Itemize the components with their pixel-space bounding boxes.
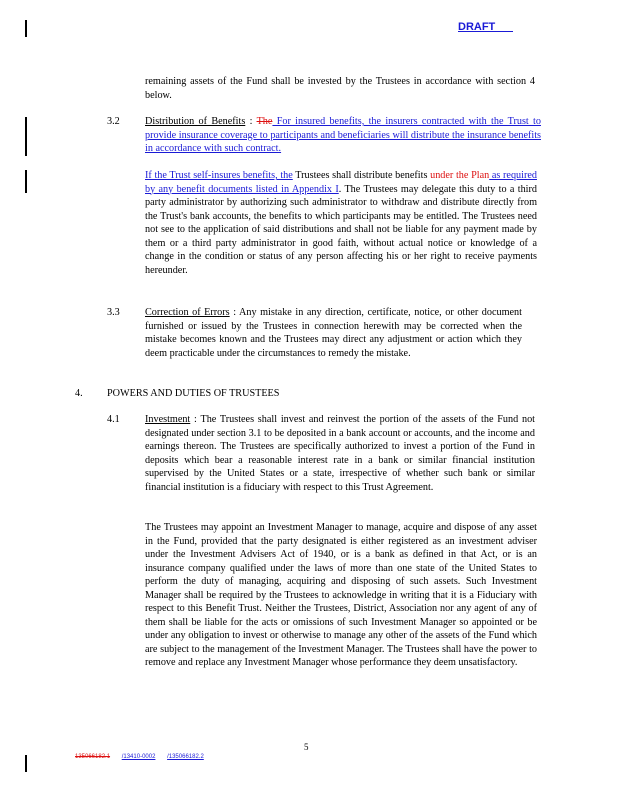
deleted-doc-id: 135066182.1 xyxy=(75,754,111,760)
section-title: Distribution of Benefits xyxy=(145,116,246,127)
page-number: 5 xyxy=(304,742,309,752)
document-footer xyxy=(75,754,204,760)
section-3-2-paragraph-b: If the Trust self-insures benefits, the Trustees shall distribute benefits under the Plan as required by any benefit documents listed in Appendix I. The Trustees may delegate this duty to a third party administrator by authorizing such administrator to withdraw and distribute directly from the Trust's bank accounts, the benefits to which participants may be entitled. The Trustees need not see to the application of said distributions and shall not be liable for any payment made by them or a third party administrator in good faith, without actual notice or knowledge of a change in the condition or status of any person affecting his or her right to receive payments hereunder. xyxy=(145,170,537,276)
section-number: 4.1 xyxy=(107,414,120,425)
article-heading: POWERS AND DUTIES OF TRUSTEES xyxy=(107,388,280,399)
section-number: 3.3 xyxy=(107,307,120,318)
section-number: 3.2 xyxy=(107,116,120,127)
section-4-1-paragraph-a: Investment : The Trustees shall invest and reinvest the portion of the assets of the Fund not designated under section 3.1 to be deposited in a bank account or accounts, and the income and earnings thereon. The Trustees are specifically authorized to invest a portion of the Fund in deposits which bear a reasonable interest rate in a bank or similar financial institution supervised by the United States or a state, irrespective of whether such bank or similar financial institution is a fiduciary with respect to this Trust Agreement. xyxy=(145,414,535,493)
inserted-doc-id: /135066182.2 xyxy=(167,754,204,760)
change-bar xyxy=(25,117,27,156)
section-title: Correction of Errors xyxy=(145,307,230,318)
inserted-text: If the Trust self-insures benefits, the xyxy=(145,170,293,181)
section-4-1-paragraph-b: The Trustees may appoint an Investment Manager to manage, acquire and dispose of any asset in the Fund, provided that the party designated is either registered as an investment adviser under the Investment Advisers Act of 1940, or is a bank as defined in that Act, or is an insurance company qualified under the laws of more than one state of the United States to perform the duty of managing, acquiring and disposing of such assets. Such Investment Manager shall be required by the Trustees to acknowledge in writing that it is a Fiduciary with respect to this Benefit Trust. Neither the Trustees, District, Association nor any agent of any of them shall be liable for the acts or omissions of such Investment Manager so appointed or be under any obligation to invest or otherwise to manage any other of the assets of the Fund which are subject to the management of the Investment Manager. The Trustees shall have the power to remove and replace any Investment Manager whose performance they deem unsatisfactory. xyxy=(145,522,537,668)
inserted-text: as required by any benefit documents listed in Appendix I xyxy=(145,170,537,195)
article-number: 4. xyxy=(75,388,83,399)
section-title: Investment xyxy=(145,414,191,425)
continued-paragraph: remaining assets of the Fund shall be invested by the Trustees in accordance with section 4 below. xyxy=(145,76,535,101)
change-bar xyxy=(25,20,27,37)
revised-text: under the Plan xyxy=(430,170,490,181)
draft-header: DRAFT xyxy=(458,21,513,33)
change-bar xyxy=(25,755,27,772)
section-3-3-paragraph: Correction of Errors : Any mistake in any direction, certificate, notice, or other document furnished or issued by the Trustees in connection herewith may be corrected when the mistake becomes known and the Trustees may direct any adjustment or action which they deem practicable under the circumstances to remedy the mistake. xyxy=(145,307,522,359)
inserted-doc-id: /13410-0002 xyxy=(121,754,156,760)
change-bar xyxy=(25,170,27,193)
inserted-text: For insured benefits, the insurers contracted with the Trust to provide insurance coverage to participants and beneficiaries will distribute the insurance benefits in accordance with such contract. xyxy=(145,116,541,154)
section-3-2-paragraph-a: Distribution of Benefits : The For insured benefits, the insurers contracted with the Trust to provide insurance coverage to participants and beneficiaries will distribute the insurance benefits in accordance with such contract. xyxy=(145,116,541,154)
deleted-text: The xyxy=(256,116,273,127)
